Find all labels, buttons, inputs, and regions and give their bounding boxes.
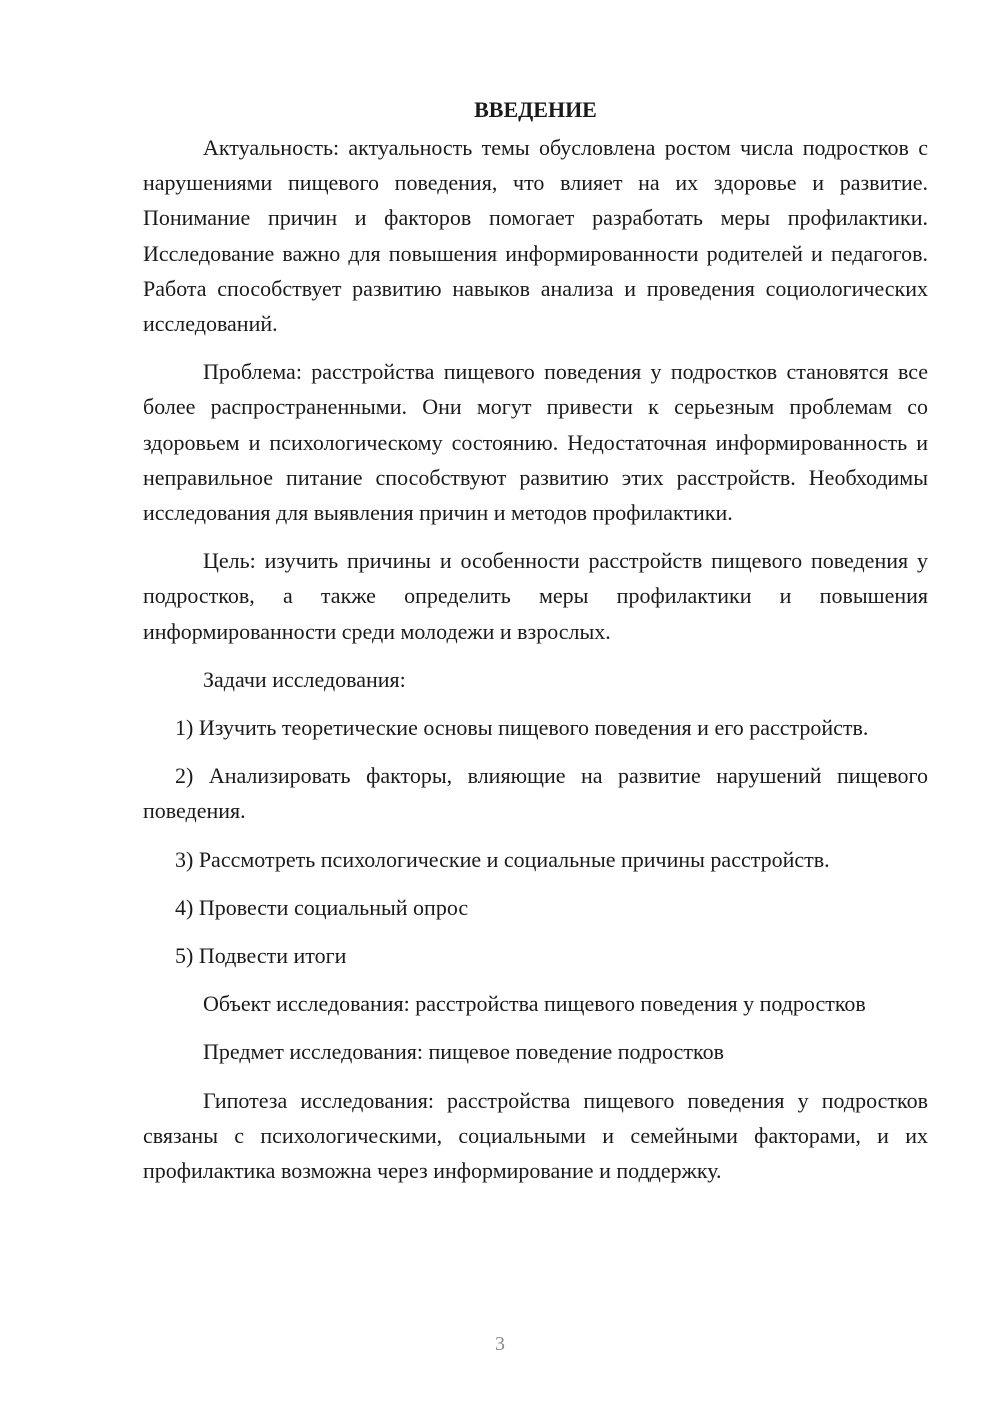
document-page xyxy=(143,92,928,1201)
hypothesis-paragraph: Гипотеза исследования: расстройства пищевого поведения у подростков связаны с психологическими, социальными и семейными факторами, и их профилактика возможна через информирование и поддержку. xyxy=(143,1087,928,1184)
task-item: 2) Анализировать факторы, влияющие на развитие нарушений пищевого поведения. xyxy=(143,763,928,824)
task-item: 1) Изучить теоретические основы пищевого поведения и его расстройств. xyxy=(175,715,869,741)
goal-paragraph: Цель: изучить причины и особенности расстройств пищевого поведения у подростков, а также определить меры профилактики и повышения информированности среди молодежи и взрослых. xyxy=(143,548,928,644)
object-paragraph: Объект исследования: расстройства пищевого поведения у подростков xyxy=(203,991,866,1017)
subject-paragraph: Предмет исследования: пищевое поведение подростков xyxy=(203,1039,724,1065)
task-item: 3) Рассмотреть психологические и социальные причины расстройств. xyxy=(175,846,830,872)
problem-paragraph: Проблема: расстройства пищевого поведения у подростков становятся все более распространенными. Они могут привести к серьезным проблемам со здоровьем и психологическому состоянию. Недостаточная информированность и неправильное питание способствуют развитию этих расстройств. Необходимы исследования для выявления причин и методов профилактики. xyxy=(143,359,928,526)
relevance-paragraph: Актуальность: актуальность темы обусловлена ростом числа подростков с нарушениями пищевого поведения, что влияет на их здоровье и развитие. Понимание причин и факторов помогает разработать меры профилактики. Исследование важно для повышения информированности родителей и педагогов. Работа способствует развитию навыков анализа и проведения социологических исследований. xyxy=(143,135,928,337)
tasks-heading: Задачи исследования: xyxy=(203,666,406,692)
task-item: 4) Провести социальный опрос xyxy=(175,894,469,920)
section-title: ВВЕДЕНИЕ xyxy=(474,97,597,122)
page-number: 3 xyxy=(495,1333,505,1355)
task-item: 5) Подвести итоги xyxy=(175,943,347,969)
